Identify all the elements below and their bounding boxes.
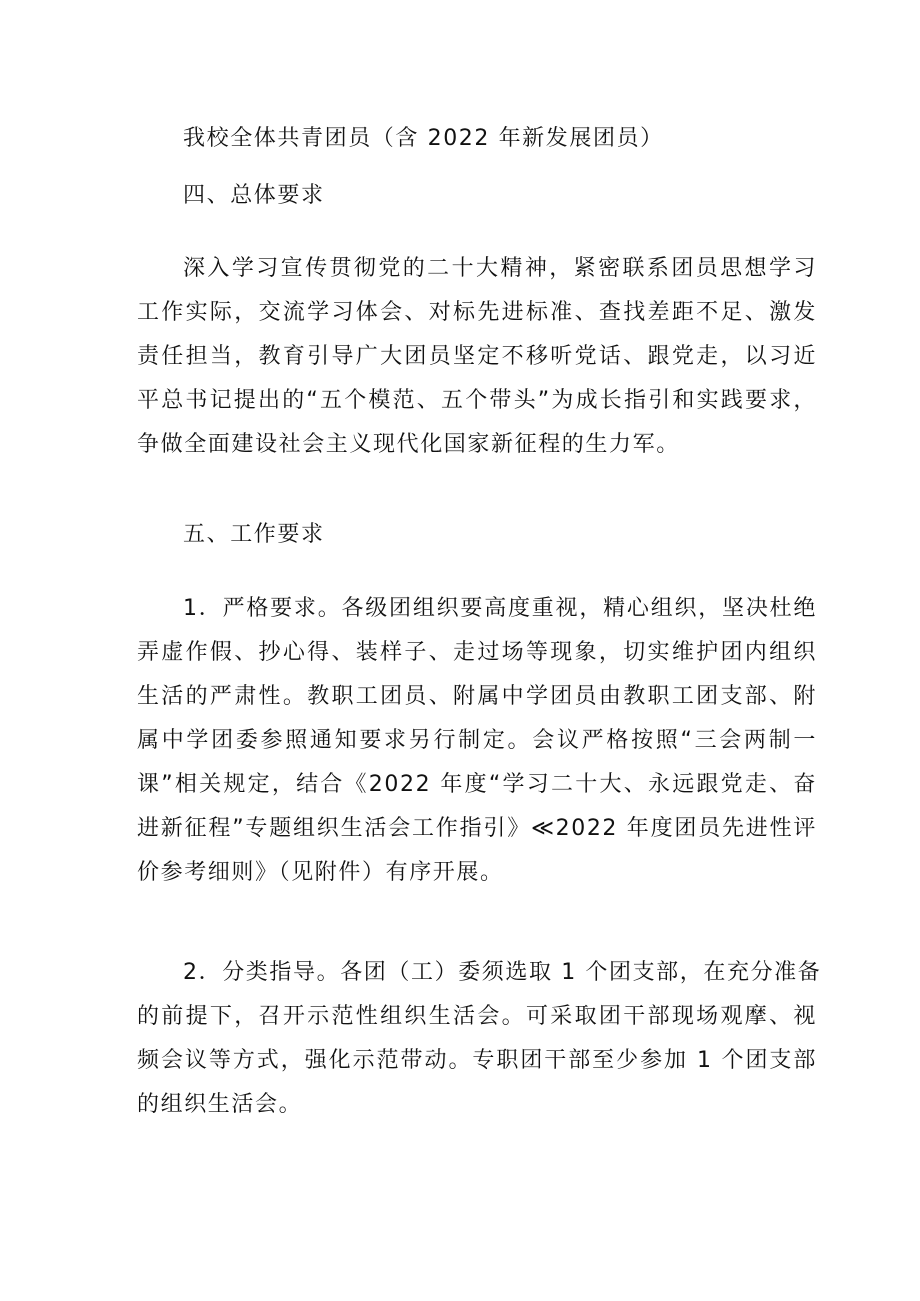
- paragraph-line: 弄虚作假、抄心得、装样子、走过场等现象，切实维护团内组织: [137, 640, 817, 665]
- paragraph-line: 2．分类指导。各团（工）委须选取 1 个团支部，在充分准备: [183, 960, 822, 985]
- paragraph-line: 进新征程”专题组织生活会工作指引》≪2022 年度团员先进性评: [137, 816, 817, 841]
- paragraph-line: 平总书记提出的“五个模范、五个带头”为成长指引和实践要求，: [137, 388, 817, 413]
- paragraph-line: 属中学团委参照通知要求另行制定。会议严格按照“三会两制一: [137, 728, 817, 753]
- paragraph-line: 工作实际，交流学习体会、对标先进标准、查找差距不足、激发: [137, 300, 817, 325]
- paragraph-line: 生活的严肃性。教职工团员、附属中学团员由教职工团支部、附: [137, 684, 817, 709]
- paragraph-line: 1．严格要求。各级团组织要高度重视，精心组织，坚决杜绝: [183, 596, 817, 621]
- paragraph-line: 深入学习宣传贯彻党的二十大精神，紧密联系团员思想学习: [183, 256, 817, 281]
- intro-line: 我校全体共青团员（含 2022 年新发展团员）: [183, 126, 664, 151]
- paragraph-line: 价参考细则》（见附件）有序开展。: [137, 860, 504, 885]
- paragraph-line: 争做全面建设社会主义现代化国家新征程的生力军。: [137, 432, 680, 457]
- paragraph-line: 的组织生活会。: [137, 1092, 303, 1117]
- section-heading-5: 五、工作要求: [183, 522, 325, 547]
- paragraph-line: 责任担当，教育引导广大团员坚定不移听党话、跟党走，以习近: [137, 344, 817, 369]
- paragraph-line: 的前提下，召开示范性组织生活会。可采取团干部现场观摩、视: [137, 1004, 817, 1029]
- paragraph-line: 课”相关规定，结合《2022 年度“学习二十大、永远跟党走、奋: [137, 772, 817, 797]
- paragraph-line: 频会议等方式，强化示范带动。专职团干部至少参加 1 个团支部: [137, 1048, 817, 1073]
- section-heading-4: 四、总体要求: [183, 183, 325, 208]
